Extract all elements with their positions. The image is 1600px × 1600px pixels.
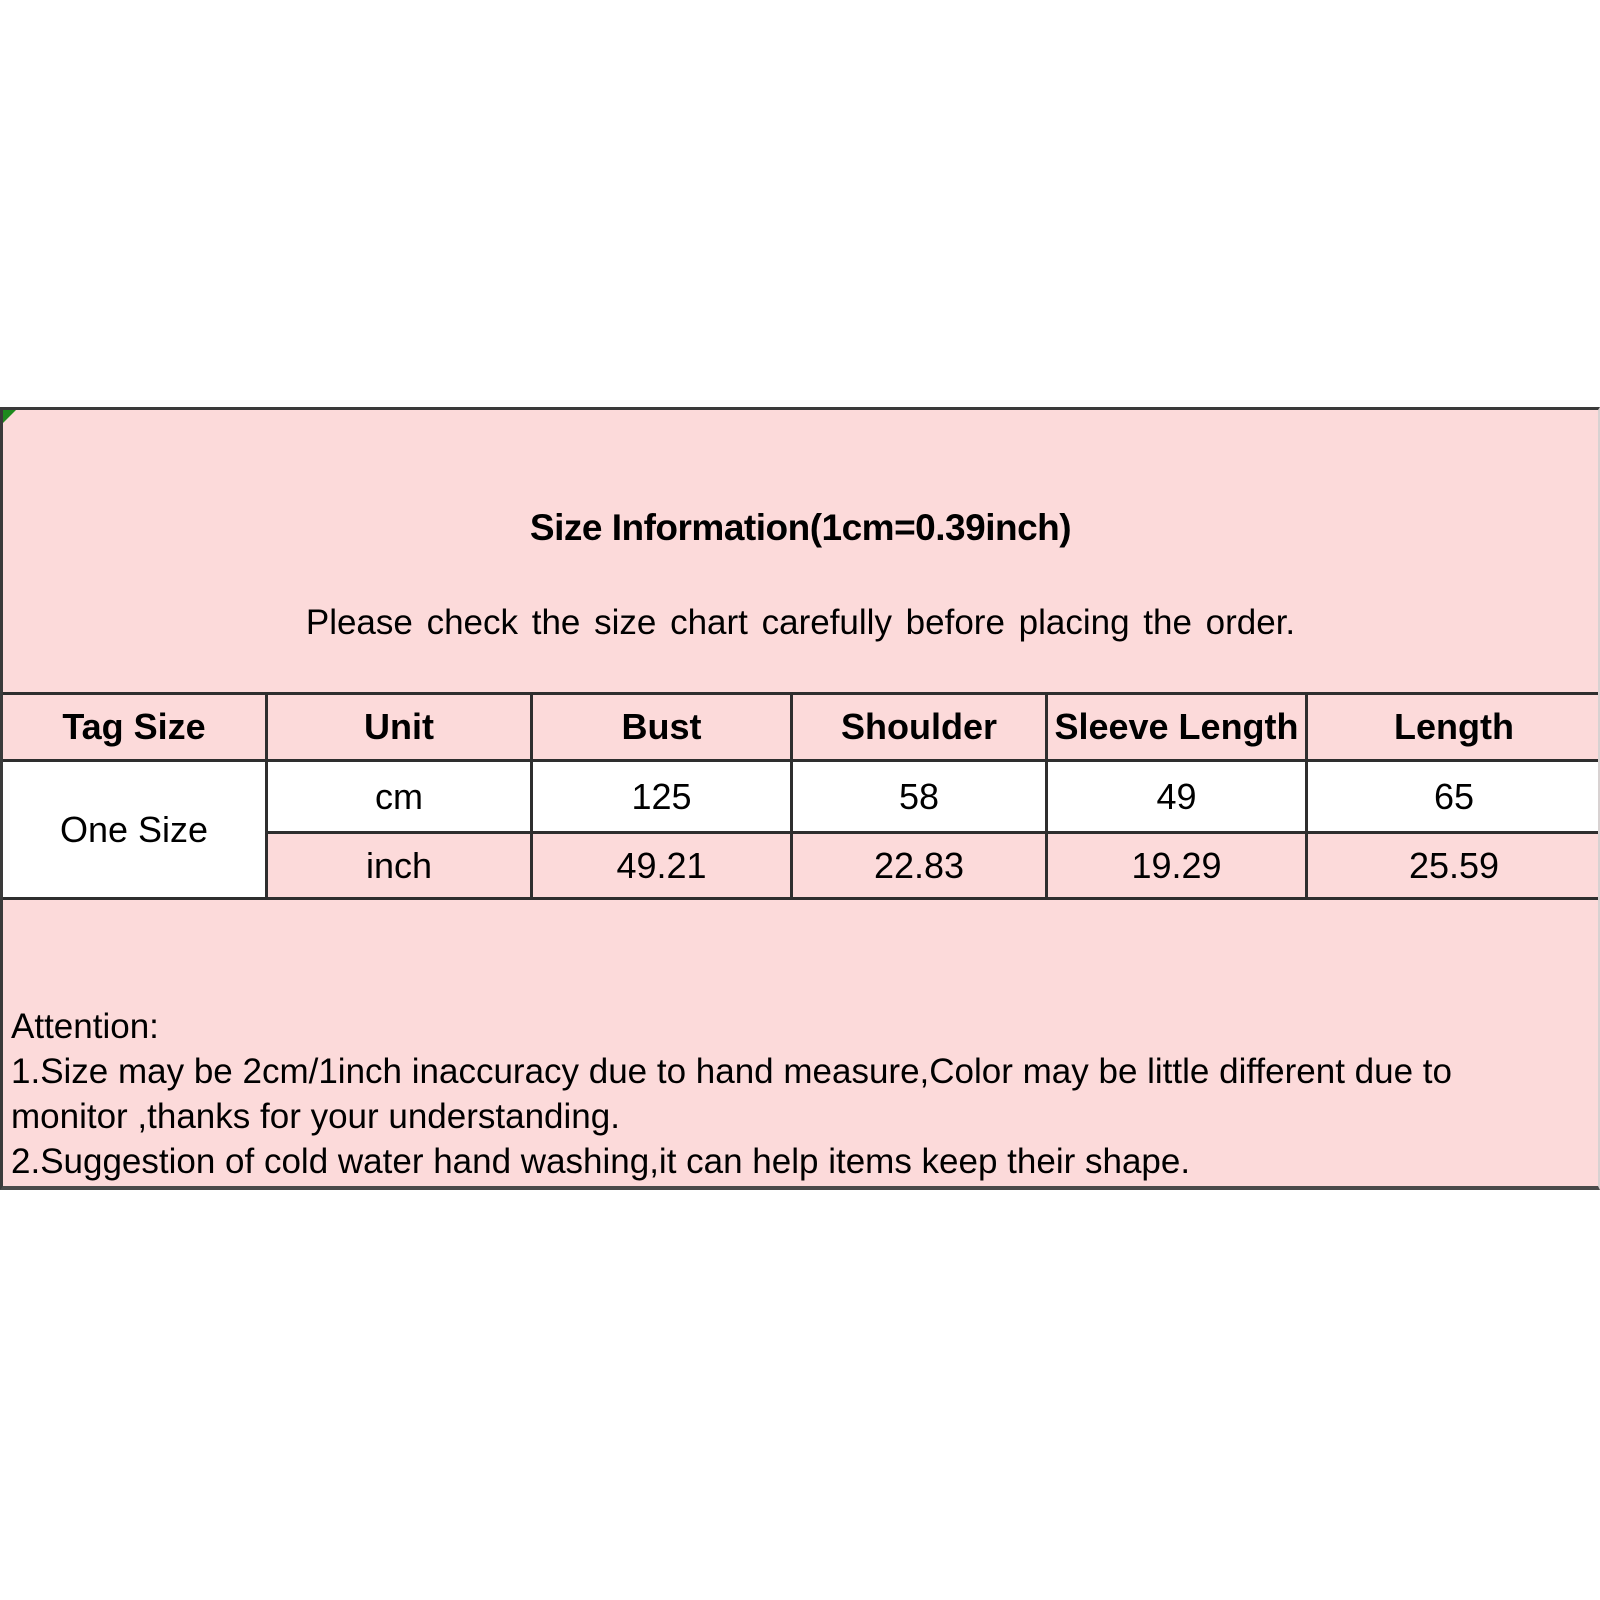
length-inch-cell: 25.59	[1307, 833, 1600, 899]
bust-cm-cell: 125	[532, 761, 792, 833]
col-header-length: Length	[1307, 694, 1600, 761]
col-header-unit: Unit	[267, 694, 532, 761]
tag-size-cell: One Size	[2, 761, 267, 899]
corner-marker-icon	[3, 410, 16, 423]
sleeve-length-cm-cell: 49	[1047, 761, 1307, 833]
col-header-shoulder: Shoulder	[792, 694, 1047, 761]
attention-note-1-line-2: monitor ,thanks for your understanding.	[11, 1097, 620, 1136]
unit-inch-cell: inch	[267, 833, 532, 899]
bust-inch-cell: 49.21	[532, 833, 792, 899]
col-header-bust: Bust	[532, 694, 792, 761]
length-cm-cell: 65	[1307, 761, 1600, 833]
table-row-cm	[2, 761, 1600, 833]
col-header-tag-size: Tag Size	[2, 694, 267, 761]
shoulder-cm-cell: 58	[792, 761, 1047, 833]
size-info-panel	[0, 407, 1600, 1190]
unit-cm-cell: cm	[267, 761, 532, 833]
shoulder-inch-cell: 22.83	[792, 833, 1047, 899]
size-info-subtitle: Please check the size chart carefully before placing the order.	[305, 603, 1296, 642]
size-info-title: Size Information(1cm=0.39inch)	[529, 507, 1072, 548]
attention-block	[11, 1004, 1578, 1184]
size-table-header-row	[2, 694, 1600, 761]
attention-note-2: 2.Suggestion of cold water hand washing,it can help items keep their shape.	[11, 1142, 1191, 1181]
sleeve-length-inch-cell: 19.29	[1047, 833, 1307, 899]
attention-note-1-line-1: 1.Size may be 2cm/1inch inaccuracy due to hand measure,Color may be little different due to	[11, 1052, 1452, 1091]
size-table	[0, 692, 1600, 900]
attention-heading: Attention:	[11, 1007, 159, 1046]
col-header-sleeve-length: Sleeve Length	[1047, 694, 1307, 761]
